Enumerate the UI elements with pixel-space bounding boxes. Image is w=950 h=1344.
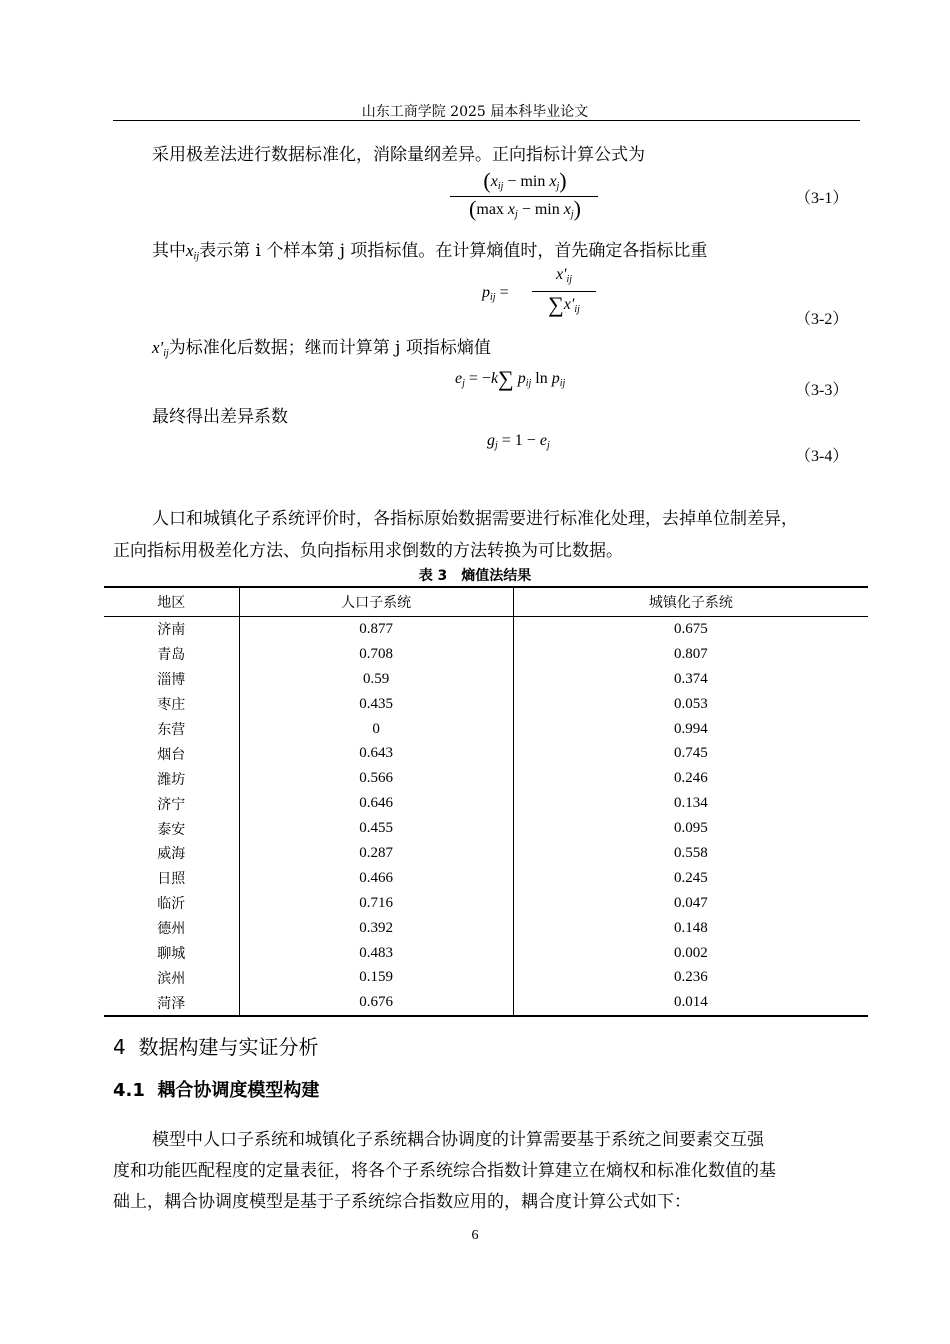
- cell-population-score: 0.483: [239, 941, 513, 966]
- table-row: [104, 941, 868, 966]
- cell-population-score: 0.287: [239, 841, 513, 866]
- cell-population-score: 0.392: [239, 916, 513, 941]
- table-row: [104, 766, 868, 791]
- paragraph-difference: 最终得出差异系数: [152, 407, 288, 427]
- coupling-paragraph-line3: 础上，耦合协调度模型是基于子系统综合指数应用的，耦合度计算公式如下：: [113, 1192, 691, 1212]
- equation-number-3-1: （3-1）: [795, 190, 849, 207]
- cell-urbanization-score: 0.745: [674, 745, 708, 762]
- page-number: 6: [471, 1228, 479, 1243]
- running-header: 山东工商学院 2025 届本科毕业论文: [361, 104, 589, 120]
- cell-region: 东营: [157, 722, 186, 738]
- paragraph-intro: 采用极差法进行数据标准化，消除量纲差异。正向指标计算公式为: [152, 145, 645, 165]
- cell-region: 烟台: [157, 746, 186, 763]
- subsection-title: 耦合协调度模型构建: [157, 1080, 320, 1101]
- cell-population-score: 0.708: [239, 642, 513, 667]
- paragraph-standardization-line2: 正向指标用极差化方法、负向指标用求倒数的方法转换为可比数据。: [113, 541, 623, 561]
- subsection-heading: [113, 1076, 319, 1102]
- cell-population-score: 0.159: [239, 965, 513, 990]
- table-row: [104, 741, 868, 766]
- cell-urbanization-score: 0.134: [674, 795, 708, 812]
- cell-population-score: 0.676: [239, 990, 513, 1016]
- equation-number-3-3: （3-3）: [795, 382, 849, 399]
- cell-urbanization-score: 0.994: [674, 720, 708, 737]
- entropy-results-table: [104, 586, 868, 1017]
- cell-urbanization-score: 0.095: [674, 820, 708, 837]
- cell-population-score: 0.59: [239, 667, 513, 692]
- coupling-paragraph-line2: 度和功能匹配程度的定量表征，将各个子系统综合指数计算建立在熵权和标准化数值的基: [113, 1161, 776, 1181]
- cell-population-score: 0.566: [239, 766, 513, 791]
- cell-region: 临沂: [157, 896, 186, 913]
- section-title: 数据构建与实证分析: [138, 1035, 319, 1059]
- table-row: [104, 617, 868, 642]
- cell-region: 聊城: [157, 946, 186, 963]
- cell-urbanization-score: 0.236: [674, 969, 708, 986]
- equation-number-3-4: （3-4）: [795, 448, 849, 465]
- equation-number-3-2: （3-2）: [795, 311, 849, 328]
- cell-population-score: 0.643: [239, 741, 513, 766]
- paragraph-entropy: $x'_{ij}$为标准化后数据；继而计算第 j 项指标熵值: [152, 338, 491, 359]
- column-header-population: 人口子系统: [239, 587, 513, 617]
- cell-region: 德州: [157, 921, 186, 938]
- table-row: [104, 667, 868, 692]
- cell-urbanization-score: 0.002: [674, 944, 708, 961]
- paragraph-proportion: 其中$x_{ij}$表示第 i 个样本第 j 项指标值。在计算熵值时，首先确定各指标比重: [152, 241, 708, 262]
- cell-population-score: 0.466: [239, 866, 513, 891]
- cell-urbanization-score: 0.558: [674, 844, 708, 861]
- cell-region: 济宁: [157, 796, 186, 813]
- cell-population-score: 0.716: [239, 891, 513, 916]
- cell-region: 济南: [157, 622, 186, 639]
- subsection-number: 4.1: [113, 1080, 145, 1101]
- cell-urbanization-score: 0.374: [674, 670, 708, 687]
- table-row: [104, 916, 868, 941]
- section-heading: [113, 1031, 318, 1060]
- equation-3-2: $p_{ij}$ = $x'_{ij}$ $\sum x'_{ij}$: [480, 264, 600, 324]
- cell-region: 滨州: [157, 970, 186, 987]
- cell-region: 青岛: [157, 647, 186, 664]
- table-row: [104, 965, 868, 990]
- cell-population-score: 0.877: [239, 617, 513, 642]
- table-row: [104, 866, 868, 891]
- table-row: [104, 717, 868, 742]
- table-row: [104, 791, 868, 816]
- cell-region: 潍坊: [157, 771, 186, 788]
- table-row: [104, 891, 868, 916]
- table-row: [104, 642, 868, 667]
- cell-region: 泰安: [157, 821, 186, 838]
- table-row: [104, 841, 868, 866]
- cell-region: 枣庄: [157, 697, 186, 714]
- table-row: [104, 816, 868, 841]
- coupling-paragraph-line1: 模型中人口子系统和城镇化子系统耦合协调度的计算需要基于系统之间要素交互强: [152, 1130, 764, 1150]
- cell-region: 威海: [157, 846, 186, 863]
- cell-urbanization-score: 0.053: [674, 695, 708, 712]
- paragraph-standardization-line1: 人口和城镇化子系统评价时，各指标原始数据需要进行标准化处理，去掉单位制差异，: [152, 509, 798, 529]
- table-header-row: [104, 587, 868, 617]
- cell-region: 菏泽: [104, 990, 239, 1016]
- cell-urbanization-score: 0.807: [674, 645, 708, 662]
- cell-population-score: 0.455: [239, 816, 513, 841]
- equation-3-1: $(x_{ij} - \min x_j)$ (max $x_j - \min x_j$): [450, 166, 600, 226]
- cell-population-score: 0.435: [239, 692, 513, 717]
- cell-population-score: 0.646: [239, 791, 513, 816]
- table-row: [104, 990, 868, 1016]
- table-body: [104, 617, 868, 1017]
- cell-urbanization-score: 0.675: [674, 620, 708, 637]
- table-caption: 表 3 熵值法结果: [418, 568, 532, 584]
- cell-urbanization-score: 0.245: [674, 869, 708, 886]
- header-rule: [113, 120, 860, 121]
- column-header-region: 地区: [157, 595, 186, 611]
- cell-region: 淄博: [157, 672, 186, 689]
- column-header-urbanization: 城镇化子系统: [648, 595, 733, 611]
- section-number: 4: [113, 1035, 126, 1059]
- cell-urbanization-score: 0.047: [674, 894, 708, 911]
- cell-urbanization-score: 0.246: [674, 770, 708, 787]
- equation-3-3: $e_j = -k\sum$ $p_{ij}$ $\ln p_{ij}$: [455, 366, 566, 391]
- cell-population-score: 0: [239, 717, 513, 742]
- cell-urbanization-score: 0.148: [674, 919, 708, 936]
- cell-urbanization-score: 0.014: [513, 990, 868, 1016]
- cell-region: 日照: [157, 871, 186, 888]
- equation-3-4: $g_j = 1 - e_j$: [487, 432, 550, 451]
- table-row: [104, 692, 868, 717]
